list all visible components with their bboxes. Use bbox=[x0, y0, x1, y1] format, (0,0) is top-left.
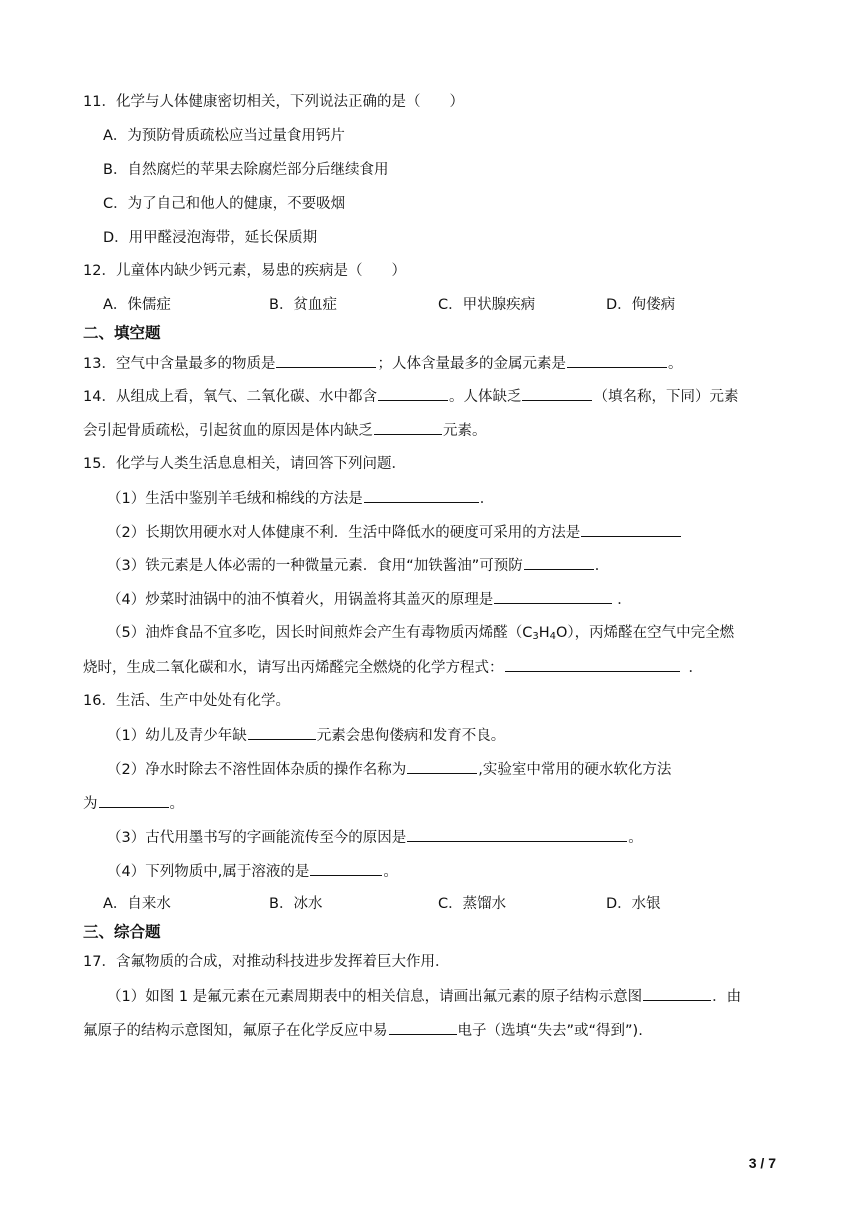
question-14-text-5: 元素。 bbox=[443, 423, 487, 439]
question-16-option-c: C．蒸馏水 bbox=[438, 896, 507, 912]
question-13-text-1: 13．空气中含量最多的物质是 bbox=[83, 356, 276, 372]
question-15-sub-1-text: （1）生活中鉴别羊毛绒和棉线的方法是 bbox=[107, 491, 363, 507]
question-15-stem: 15．化学与人类生活息息相关，请回答下列问题． bbox=[83, 456, 406, 472]
question-13-text-3: 。 bbox=[667, 356, 683, 372]
question-14-text-1: 14．从组成上看，氧气、二氧化碳、水中都含 bbox=[83, 389, 377, 405]
question-16-sub-3-text: （3）古代用墨书写的字画能流传至今的原因是 bbox=[107, 830, 407, 846]
question-17-sub-1-line-1 bbox=[107, 985, 807, 1008]
question-14-line-1 bbox=[83, 385, 783, 408]
answer-blank[interactable] bbox=[407, 758, 477, 774]
question-16-sub-2-text-3: 为 bbox=[83, 796, 98, 812]
question-16-sub-3 bbox=[107, 826, 807, 849]
question-15-sub-3-text: （3）铁元素是人体必需的一种微量元素．食用“加铁酱油”可预防 bbox=[107, 558, 523, 574]
question-12-option-b: B．贫血症 bbox=[269, 297, 337, 313]
question-15-sub-5-end: ． bbox=[688, 660, 703, 676]
question-15-sub-4-text: （4）炒菜时油锅中的油不慎着火，用锅盖将其盖灭的原理是 bbox=[107, 592, 494, 608]
question-14-text-4: 会引起骨质疏松，引起贫血的原因是体内缺乏 bbox=[83, 423, 373, 439]
answer-blank[interactable] bbox=[407, 826, 627, 842]
question-16-sub-1 bbox=[107, 724, 807, 747]
question-17-sub-1-line-2 bbox=[83, 1019, 783, 1042]
question-15-sub-1 bbox=[107, 487, 807, 510]
question-17-sub-1-text: （1）如图 1 是氟元素在元素周期表中的相关信息，请画出氟元素的原子结构示意图 bbox=[107, 989, 643, 1005]
question-15-sub-5-line-1 bbox=[107, 622, 807, 648]
answer-blank[interactable] bbox=[248, 724, 316, 740]
section-heading-comprehensive: 三、综合题 bbox=[83, 923, 161, 941]
question-16-sub-2-text: （2）净水时除去不溶性固体杂质的操作名称为 bbox=[107, 762, 407, 778]
question-16-sub-4-end: 。 bbox=[383, 864, 398, 880]
answer-blank[interactable] bbox=[581, 521, 681, 537]
question-11-option-d: D．用甲醛浸泡海带，延长保质期 bbox=[103, 230, 318, 246]
page-number: 3 / 7 bbox=[748, 1155, 776, 1171]
question-15-sub-2-text: （2）长期饮用硬水对人体健康不利．生活中降低水的硬度可采用的方法是 bbox=[107, 525, 581, 541]
question-17-sub-1-text-3: 氟原子的结构示意图知，氟原子在化学反应中易 bbox=[83, 1023, 388, 1039]
question-12-stem: 12．儿童体内缺少钙元素，易患的疾病是（ ） bbox=[83, 263, 406, 279]
question-15-sub-5-text-2: O），丙烯醛在空气中完全燃 bbox=[556, 625, 735, 641]
question-16-sub-2-text-2: ,实验室中常用的硬水软化方法 bbox=[478, 762, 672, 778]
question-11-option-b: B．自然腐烂的苹果去除腐烂部分后继续食用 bbox=[103, 162, 389, 178]
answer-blank[interactable] bbox=[378, 385, 448, 401]
question-16-option-d: D．水银 bbox=[606, 896, 661, 912]
answer-blank[interactable] bbox=[364, 487, 479, 503]
answer-blank[interactable] bbox=[99, 792, 169, 808]
question-12-option-d: D．佝偻病 bbox=[606, 297, 676, 313]
question-14-text-2: 。人体缺乏 bbox=[448, 389, 522, 405]
answer-blank[interactable] bbox=[524, 554, 594, 570]
answer-blank[interactable] bbox=[374, 419, 442, 435]
question-12-option-a: A．侏儒症 bbox=[103, 297, 171, 313]
question-11-stem: 11．化学与人体健康密切相关，下列说法正确的是（ ） bbox=[83, 94, 464, 110]
answer-blank[interactable] bbox=[494, 588, 612, 604]
question-16-sub-1-text: （1）幼儿及青少年缺 bbox=[107, 728, 247, 744]
question-15-sub-5-text-1: （5）油炸食品不宜多吃，因长时间煎炸会产生有毒物质丙烯醛（C bbox=[107, 625, 533, 641]
question-11-option-a: A．为预防骨质疏松应当过量食用钙片 bbox=[103, 128, 345, 144]
question-12-option-c: C．甲状腺疾病 bbox=[438, 297, 536, 313]
answer-blank[interactable] bbox=[567, 352, 667, 368]
question-17-stem: 17．含氟物质的合成，对推动科技进步发挥着巨大作用． bbox=[83, 954, 450, 970]
question-14-line-2 bbox=[83, 419, 783, 442]
question-15-sub-3 bbox=[107, 554, 807, 577]
section-heading-fill-in: 二、填空题 bbox=[83, 324, 161, 342]
question-16-sub-2-line-2 bbox=[83, 792, 783, 815]
formula-element: H bbox=[538, 625, 550, 641]
question-17-sub-1-end: 电子（选填“失去”或“得到”). bbox=[457, 1023, 643, 1039]
question-16-sub-2-end: 。 bbox=[169, 796, 184, 812]
question-14-text-3: （填名称，下同）元素 bbox=[593, 389, 739, 405]
question-16-option-a: A．自来水 bbox=[103, 896, 171, 912]
question-16-sub-4 bbox=[107, 860, 807, 883]
question-15-sub-5-line-2 bbox=[83, 656, 783, 679]
question-16-option-b: B．冰水 bbox=[269, 896, 323, 912]
question-15-sub-5-text-3: 烧时，生成二氧化碳和水，请写出丙烯醛完全燃烧的化学方程式： bbox=[83, 660, 504, 676]
question-16-sub-1-end: 元素会患佝偻病和发育不良。 bbox=[316, 728, 506, 744]
question-15-sub-1-end: ． bbox=[479, 491, 495, 507]
question-15-sub-3-end: ． bbox=[594, 558, 610, 574]
question-16-sub-4-text: （4）下列物质中,属于溶液的是 bbox=[107, 864, 310, 880]
answer-blank[interactable] bbox=[276, 352, 376, 368]
question-16-stem: 16．生活、生产中处处有化学。 bbox=[83, 693, 290, 709]
answer-blank[interactable] bbox=[505, 656, 680, 672]
question-13 bbox=[83, 352, 783, 375]
question-17-sub-1-text-2: ．由 bbox=[712, 989, 742, 1005]
question-16-sub-3-end: 。 bbox=[628, 830, 643, 846]
question-11-option-c: C．为了自己和他人的健康，不要吸烟 bbox=[103, 196, 346, 212]
question-15-sub-4 bbox=[107, 588, 807, 611]
formula-subscript: 4 bbox=[549, 631, 557, 642]
answer-blank[interactable] bbox=[389, 1019, 457, 1035]
question-15-sub-2 bbox=[107, 521, 807, 544]
answer-blank[interactable] bbox=[310, 860, 382, 876]
question-16-sub-2-line-1 bbox=[107, 758, 807, 781]
answer-blank[interactable] bbox=[643, 985, 711, 1001]
formula-subscript: 3 bbox=[532, 631, 539, 642]
question-13-text-2: ；人体含量最多的金属元素是 bbox=[377, 356, 566, 372]
question-15-sub-4-end: ． bbox=[617, 592, 632, 608]
answer-blank[interactable] bbox=[522, 385, 592, 401]
